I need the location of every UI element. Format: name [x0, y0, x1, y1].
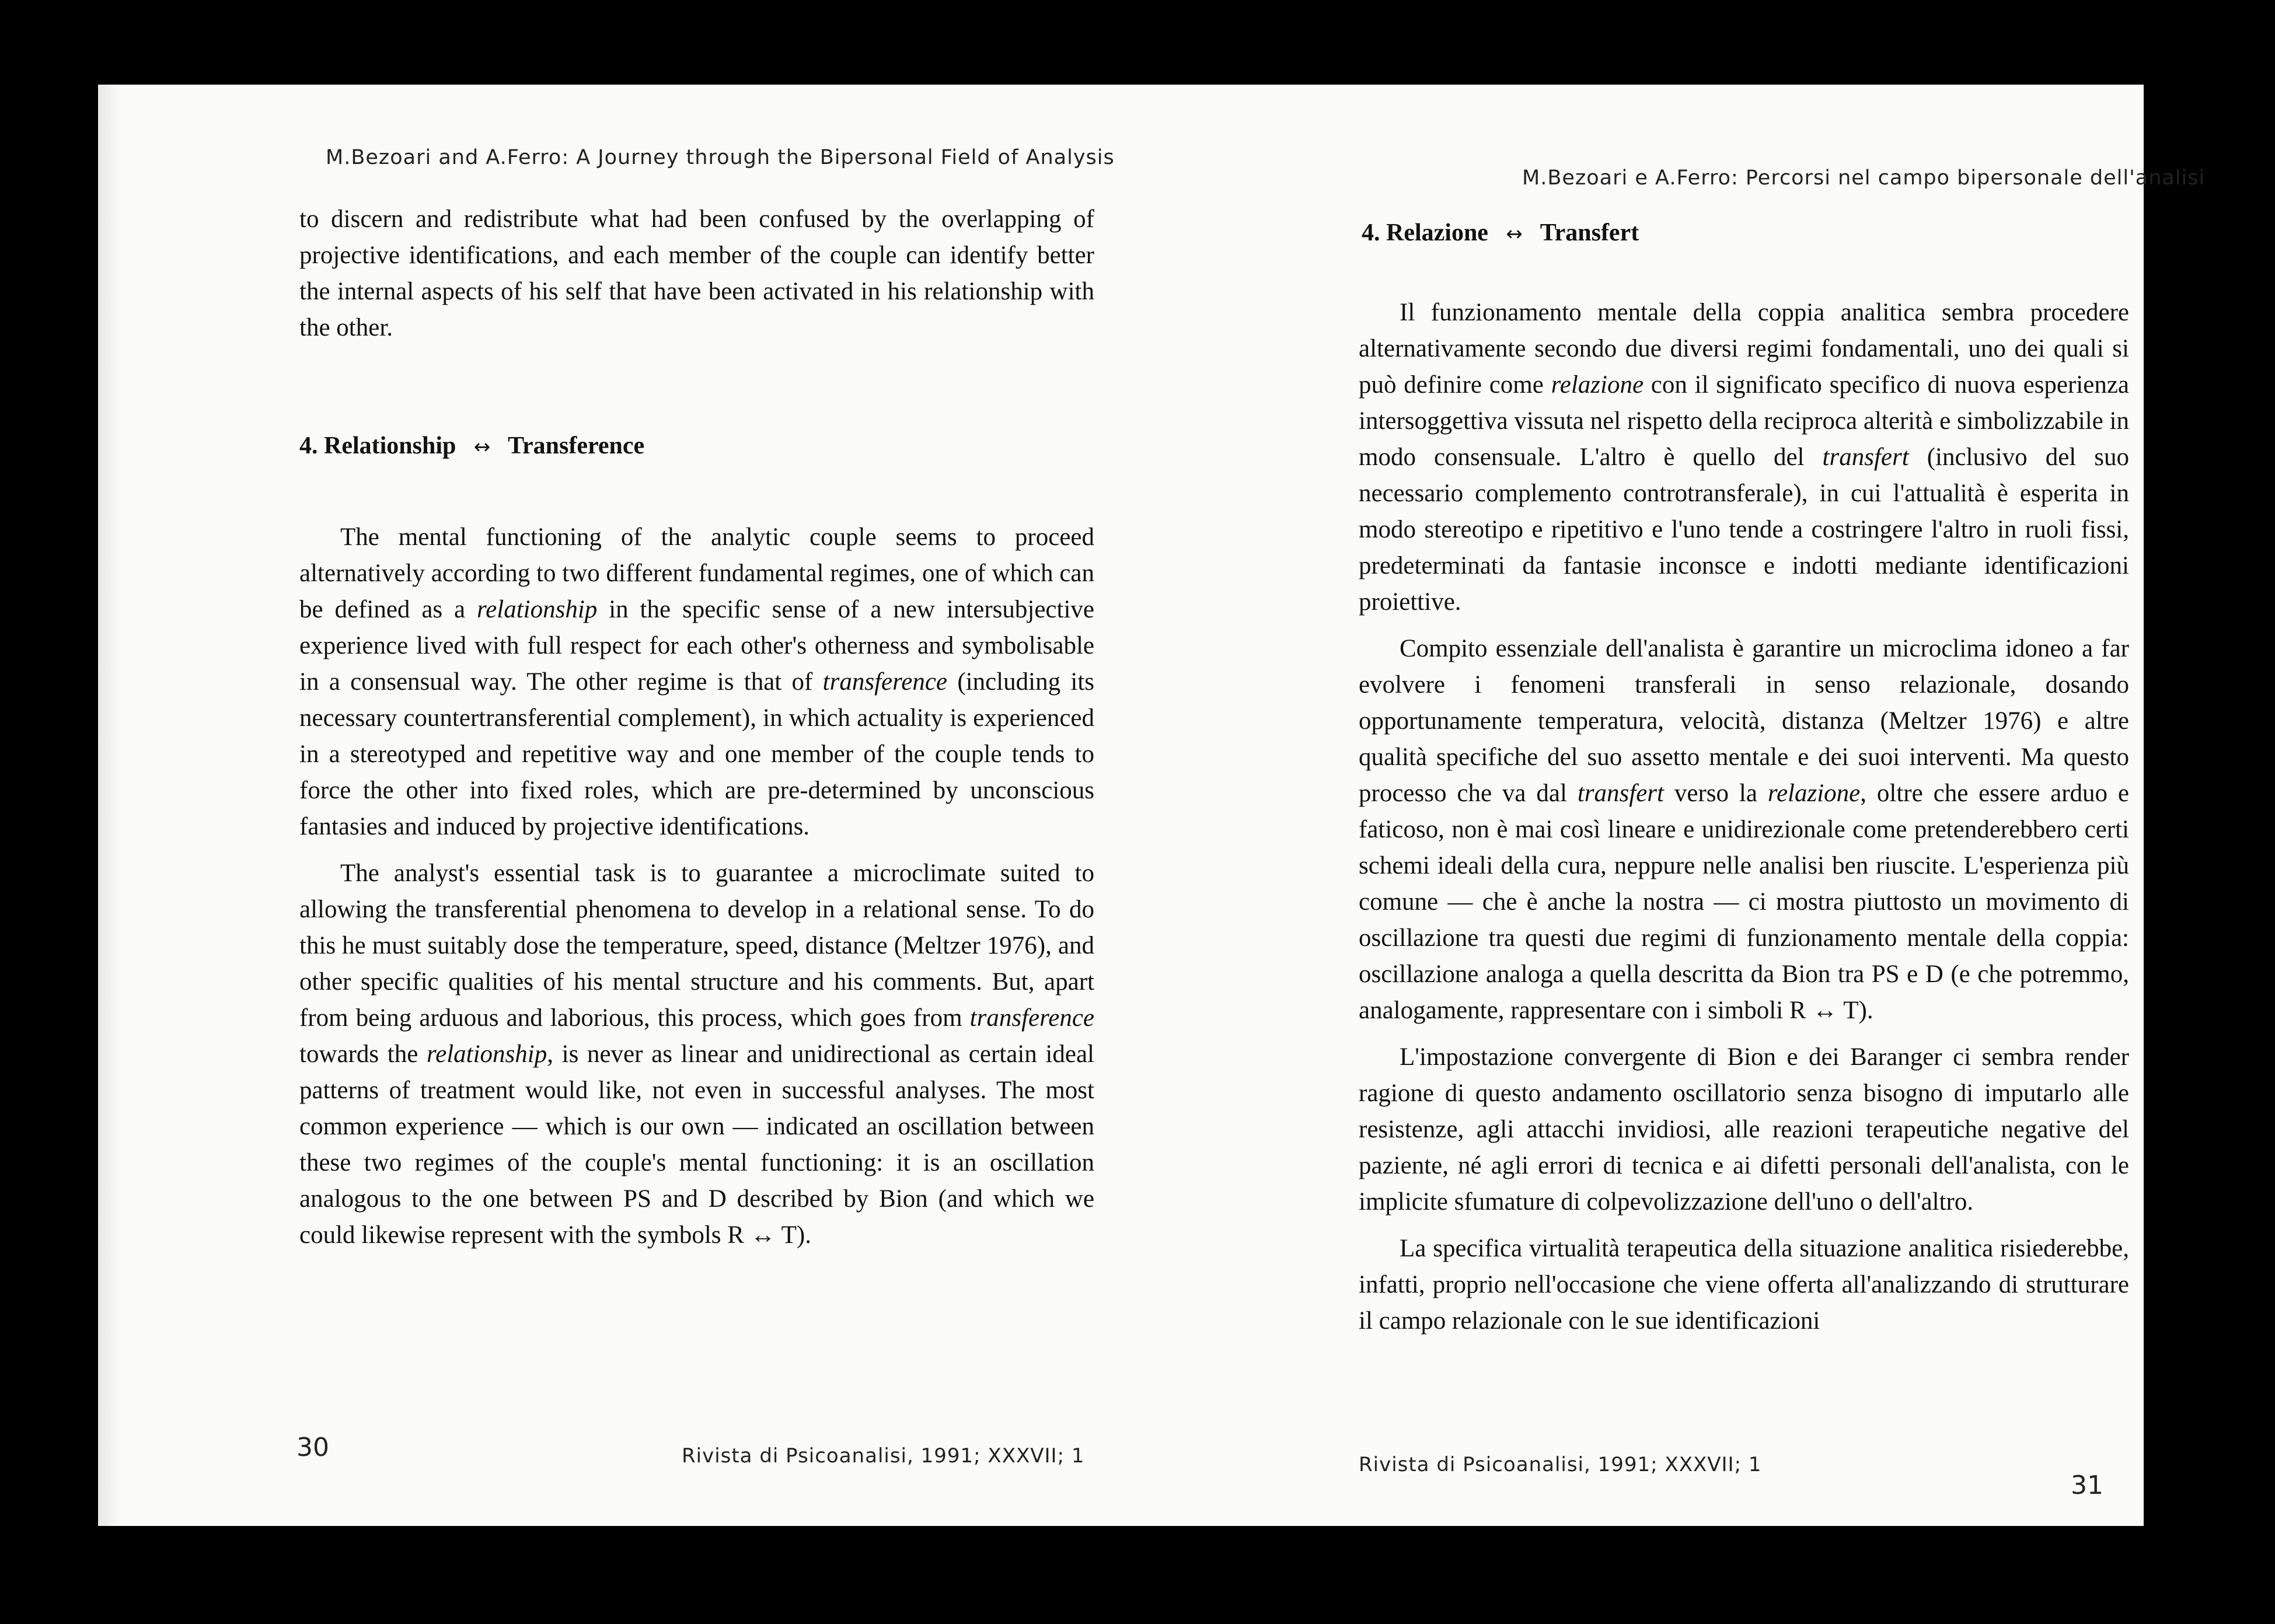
left-page — [98, 85, 1137, 1526]
page-number-left: 30 — [296, 1433, 329, 1462]
left-continuation-block — [299, 201, 1094, 346]
double-arrow-icon: ↔ — [1506, 222, 1523, 246]
heading-transfert: Transfert — [1540, 219, 1639, 246]
paragraph-2: The analyst's essential task is to guarantee a microclimate suited to allowing the transferential phenomena to develop in a relational sense. To do this he must suitably dose the temperature, speed, distance (Meltzer 1976), and other specific qualities of his mental structure and his comments. But, apart from being arduous and laborious, this process, which goes from transference towards the relationship, is never as linear and unidirectional as certain ideal patterns of treatment would like, not even in successful analyses. The most common experience — which is our own — indicated an oscillation between these two regimes of the couple's mental functioning: it is an oscillation analogous to the one between PS and D described by Bion (and which we could likewise represent with the symbols R ↔ T). — [299, 860, 1094, 1249]
running-head-left: M.Bezoari and A.Ferro: A Journey through the Bipersonal Field of Analysis — [326, 146, 1115, 169]
heading-number: 4. — [1362, 219, 1380, 246]
paragraph-1: Il funzionamento mentale della coppia analitica sembra procedere alternativamente secondo due diversi regimi fondamentali, uno dei quali si può definire come relazione con il significato specifico di nuova esperienza intersoggettiva vissuta nel rispetto della reciproca alterità e simbolizzabile in modo consensuale. L'altro è quello del transfert (inclusivo del suo necessario complemento controtransferale), in cui l'attualità è esperita in modo stereotipo e ripetitivo e l'uno tende a costringere l'altro in ruoli fissi, predeterminati da fantasie inconsce e indotti mediante identificazioni proiettive. — [1359, 299, 2130, 616]
paragraph-1: The mental functioning of the analytic couple seems to proceed alternatively according to two different fundamental regimes, one of which can be defined as a relationship in the specific sense of a new intersubjective experience lived with full respect for each other's otherness and symbolisable in a consensual way. The other regime is that of transference (including its necessary countertransferential complement), in which actuality is experienced in a stereotyped and repetitive way and one member of the couple tends to force the other into fixed roles, which are pre-determined by unconscious fantasies and induced by projective identifications. — [299, 523, 1095, 840]
heading-transference: Transference — [508, 432, 645, 459]
paragraph-3: L'impostazione convergente di Bion e dei Baranger ci sembra render ragione di questo andamento oscillatorio senza bisogno di imputarlo alle resistenze, agli attacchi invidiosi, alle reazioni terapeutiche negative del paziente, né agli errori di tecnica e ai difetti personali dell'analista, con le implicite sfumature di colpevolizzazione dell'uno o dell'altro. — [1359, 1043, 2129, 1216]
section-heading-right — [1362, 219, 1639, 247]
section-heading-left — [299, 432, 644, 460]
paragraph-2: Compito essenziale dell'analista è garantire un microclima idoneo a far evolvere i fenomeni transferali in senso relazionale, dosando opportunamente temperatura, velocità, distanza (Meltzer 1976) e altre qualità specifiche del suo assetto mentale e dei suoi interventi. Ma questo processo che va dal transfert verso la relazione, oltre che essere arduo e faticoso, non è mai così lineare e unidirezionale come pretenderebbero certi schemi ideali della cura, neppure nelle analisi ben riuscite. L'esperienza più comune — che è anche la nostra — ci mostra piuttosto un movimento di oscillazione tra questi due regimi di funzionamento mentale della coppia: oscillazione analoga a quella descritta da Bion tra PS e D (e che potremmo, analogamente, rappresentare con i simboli R ↔ T). — [1359, 635, 2129, 1024]
right-page — [1137, 85, 2206, 1526]
continuation-paragraph: to discern and redistribute what had been confused by the overlapping of projective identifications, and each member of the couple can identify better the internal aspects of his self that have been activated in his relationship with the other. — [299, 205, 1094, 341]
footer-left: Rivista di Psicoanalisi, 1991; XXXVII; 1 — [682, 1444, 1085, 1468]
running-head-right: M.Bezoari e A.Ferro: Percorsi nel campo bipersonale dell'analisi — [1522, 166, 2206, 190]
scanned-spread — [98, 85, 2206, 1526]
double-arrow-icon: ↔ — [473, 435, 491, 459]
heading-relationship: Relationship — [324, 432, 456, 459]
left-body — [299, 519, 1094, 1253]
right-body — [1359, 295, 2129, 1339]
paragraph-4: La specifica virtualità terapeutica della situazione analitica risiederebbe, infatti, proprio nell'occasione che viene offerta all'analizzando di strutturare il campo relazionale con le sue identificazioni — [1359, 1235, 2129, 1335]
heading-number: 4. — [299, 432, 318, 459]
page-edge-shadow — [98, 85, 121, 1526]
heading-relazione: Relazione — [1386, 219, 1488, 246]
footer-right: Rivista di Psicoanalisi, 1991; XXXVII; 1 — [1359, 1453, 1762, 1476]
page-number-right: 31 — [2071, 1471, 2103, 1500]
